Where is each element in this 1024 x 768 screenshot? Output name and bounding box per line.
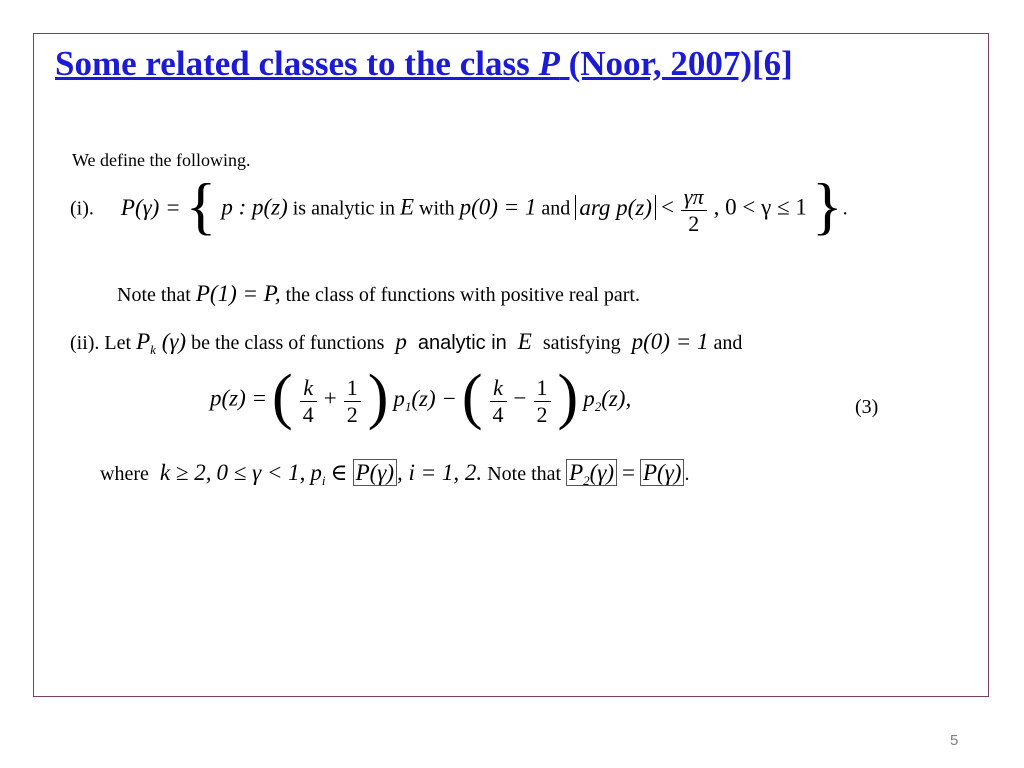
def2-pk: $P_k$ (γ) bbox=[136, 329, 187, 357]
note1-lead: Note that bbox=[117, 284, 191, 306]
title-prefix: Some related classes to the class bbox=[55, 44, 539, 83]
def2-domain: E bbox=[517, 329, 532, 354]
def2-satisfying-text: satisfying bbox=[542, 332, 621, 354]
definition-i bbox=[70, 170, 848, 242]
where-line bbox=[100, 460, 689, 486]
eq3-lhs: p(z) = bbox=[210, 385, 268, 411]
def2-text1: be the class of functions bbox=[191, 332, 385, 354]
eq3-frac-k4-b: $\frac{k}{4}$ bbox=[490, 375, 507, 428]
slide-title bbox=[55, 44, 793, 84]
def1-cond2: , 0 < γ ≤ 1 bbox=[713, 194, 807, 220]
where-p2-gamma: $P_2(\gamma)$ bbox=[566, 459, 617, 486]
def2-and-text: and bbox=[713, 332, 743, 354]
definition-ii bbox=[70, 329, 742, 355]
eq3-p1: $p_1(z)$ − bbox=[393, 385, 457, 414]
intro-text: We define the following. bbox=[72, 150, 251, 170]
eq3-minus: − bbox=[513, 385, 527, 411]
def1-with-text: with bbox=[419, 197, 455, 220]
def1-label: (i). bbox=[70, 197, 94, 220]
def2-label: (ii). Let bbox=[70, 332, 132, 354]
note-1 bbox=[117, 281, 640, 307]
title-citation: (Noor, 2007)[6] bbox=[559, 44, 793, 83]
def1-frac-den: 2 bbox=[688, 210, 700, 236]
where-eq: = bbox=[622, 460, 635, 485]
equation-3 bbox=[210, 363, 632, 432]
left-brace: { bbox=[185, 170, 217, 241]
right-brace: } bbox=[811, 170, 843, 241]
eq3-plus: + bbox=[323, 385, 337, 411]
eq3-paren-close-1: ) bbox=[367, 363, 389, 431]
title-class-symbol: P bbox=[538, 44, 560, 83]
page-number: 5 bbox=[950, 732, 959, 749]
where-gamma-cond: 0 ≤ γ < 1, bbox=[216, 460, 306, 485]
where-i-cond: , i = 1, 2. bbox=[397, 460, 483, 485]
eq3-p2: $p_2(z)$, bbox=[583, 385, 632, 414]
def1-fraction bbox=[681, 184, 707, 237]
def1-frac-num: γπ bbox=[681, 184, 707, 211]
equation-tag: (3) bbox=[855, 396, 879, 418]
where-p-gamma-2: P(γ) bbox=[640, 459, 684, 486]
def2-cond: p(0) = 1 bbox=[631, 329, 709, 354]
def1-set-start: p : p(z) bbox=[221, 194, 288, 220]
eq3-frac-12-a: $\frac{1}{2}$ bbox=[344, 375, 361, 428]
def2-p: p bbox=[395, 329, 407, 354]
def1-analytic-text: is analytic in bbox=[292, 197, 395, 220]
where-lead: where bbox=[100, 463, 149, 485]
slide-frame bbox=[33, 33, 989, 697]
where-end: . bbox=[684, 463, 690, 485]
def1-and-text: and bbox=[541, 197, 571, 220]
eq3-paren-open-2: ( bbox=[461, 363, 483, 431]
def1-end: . bbox=[842, 197, 848, 220]
def1-arg-abs: arg p(z) bbox=[575, 195, 656, 220]
where-pi: $p_i$ bbox=[310, 460, 326, 488]
note1-expr: P(1) = P, bbox=[195, 281, 281, 306]
eq3-frac-k4-a: $\frac{k}{4}$ bbox=[300, 375, 317, 428]
where-note: Note that bbox=[487, 463, 562, 485]
def1-cond1: p(0) = 1 bbox=[459, 194, 537, 220]
eq3-frac-12-b: $\frac{1}{2}$ bbox=[534, 375, 551, 428]
eq3-paren-open-1: ( bbox=[272, 363, 293, 431]
def1-lhs: P(γ) = bbox=[120, 194, 181, 220]
where-in: ∈ bbox=[330, 460, 348, 485]
def1-domain: E bbox=[399, 194, 415, 220]
def1-lt: < bbox=[660, 194, 674, 220]
eq3-paren-close-2: ) bbox=[557, 363, 579, 431]
where-p-gamma: P(γ) bbox=[353, 459, 397, 486]
where-k-cond: k ≥ 2, bbox=[159, 460, 212, 485]
note1-text: the class of functions with positive real part. bbox=[285, 284, 640, 306]
def2-analytic-text: analytic in bbox=[417, 332, 507, 354]
